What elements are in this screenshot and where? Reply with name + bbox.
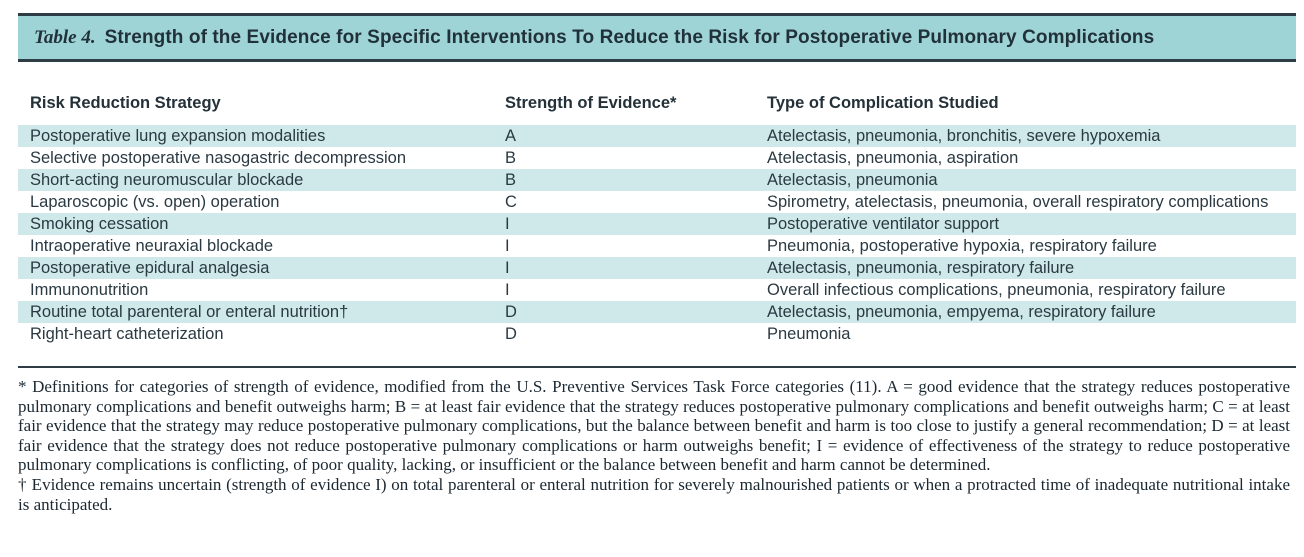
table-row xyxy=(18,279,1296,301)
cell-evidence: A xyxy=(505,127,517,145)
cell-evidence: I xyxy=(505,237,510,255)
cell-strategy: Intraoperative neuraxial blockade xyxy=(30,237,274,255)
cell-evidence: I xyxy=(505,259,510,277)
table-title: Strength of the Evidence for Specific Interventions To Reduce the Risk for Postoperative Pulmonary Complications xyxy=(104,27,1155,48)
footnote-dagger: † Evidence remains uncertain (strength of evidence I) on total parenteral or enteral nutrition for severely malnourished patients or when a protracted time of inadequate nutritional intake is anticipated. xyxy=(18,474,1290,514)
table-row xyxy=(18,301,1296,323)
cell-complication: Atelectasis, pneumonia xyxy=(767,171,938,189)
table-header xyxy=(18,84,1296,125)
cell-evidence: B xyxy=(505,149,517,167)
cell-complication: Overall infectious complications, pneumonia, respiratory failure xyxy=(767,281,1226,299)
cell-evidence: B xyxy=(505,171,517,189)
table-row xyxy=(18,323,1296,345)
cell-strategy: Selective postoperative nasogastric decompression xyxy=(30,149,407,167)
table-row xyxy=(18,213,1296,235)
table-row xyxy=(18,125,1296,147)
cell-complication: Spirometry, atelectasis, pneumonia, overall respiratory complications xyxy=(767,193,1269,211)
cell-complication: Pneumonia xyxy=(767,325,851,343)
evidence-table xyxy=(18,84,1296,345)
cell-complication: Atelectasis, pneumonia, aspiration xyxy=(767,149,1019,167)
table-row xyxy=(18,169,1296,191)
cell-strategy: Postoperative epidural analgesia xyxy=(30,259,270,277)
table-row xyxy=(18,147,1296,169)
cell-strategy: Short-acting neuromuscular blockade xyxy=(30,171,304,189)
cell-evidence: D xyxy=(505,303,517,321)
column-header-evidence: Strength of Evidence* xyxy=(505,94,677,112)
table-body xyxy=(18,125,1296,345)
table-row xyxy=(18,257,1296,279)
footnote-divider xyxy=(18,366,1296,368)
cell-evidence: I xyxy=(505,281,510,299)
cell-complication: Postoperative ventilator support xyxy=(767,215,1000,233)
column-header-complication: Type of Complication Studied xyxy=(767,94,999,112)
cell-strategy: Routine total parenteral or enteral nutrition† xyxy=(30,303,349,321)
cell-evidence: C xyxy=(505,193,517,211)
cell-complication: Pneumonia, postoperative hypoxia, respiratory failure xyxy=(767,237,1157,255)
cell-complication: Atelectasis, pneumonia, respiratory failure xyxy=(767,259,1075,277)
table-row xyxy=(18,191,1296,213)
footnotes xyxy=(18,377,1290,514)
cell-evidence: D xyxy=(505,325,517,343)
cell-strategy: Smoking cessation xyxy=(30,215,169,233)
cell-complication: Atelectasis, pneumonia, bronchitis, severe hypoxemia xyxy=(767,127,1161,145)
cell-strategy: Laparoscopic (vs. open) operation xyxy=(30,193,280,211)
cell-complication: Atelectasis, pneumonia, empyema, respiratory failure xyxy=(767,303,1156,321)
cell-strategy: Right-heart catheterization xyxy=(30,325,224,343)
cell-strategy: Postoperative lung expansion modalities xyxy=(30,127,326,145)
cell-evidence: I xyxy=(505,215,510,233)
column-header-strategy: Risk Reduction Strategy xyxy=(30,94,221,112)
table-row xyxy=(18,235,1296,257)
table-title-band xyxy=(18,13,1296,62)
cell-strategy: Immunonutrition xyxy=(30,281,149,299)
table-number-label: Table 4. xyxy=(34,27,96,48)
footnote-asterisk: * Definitions for categories of strength of evidence, modified from the U.S. Preventive Services Task Force categories (11). A = good evidence that the strategy reduces postoperative pulmonary complications and benefit outweighs harm; B = at least fair evidence that the strategy reduces postoperative pulmonary complications and benefit outweighs harm; C = at least fair evidence that the strategy may reduce postoperative pulmonary complications, but the balance between benefit and harm is too close to justify a general recommendation; D = at least fair evidence that the strategy does not reduce postoperative pulmonary complications or harm outweighs benefit; I = evidence of effectiveness of the strategy to reduce postoperative pulmonary complications is conflicting, of poor quality, lacking, or insufficient or the balance between benefit and harm cannot be determined. xyxy=(18,377,1290,475)
